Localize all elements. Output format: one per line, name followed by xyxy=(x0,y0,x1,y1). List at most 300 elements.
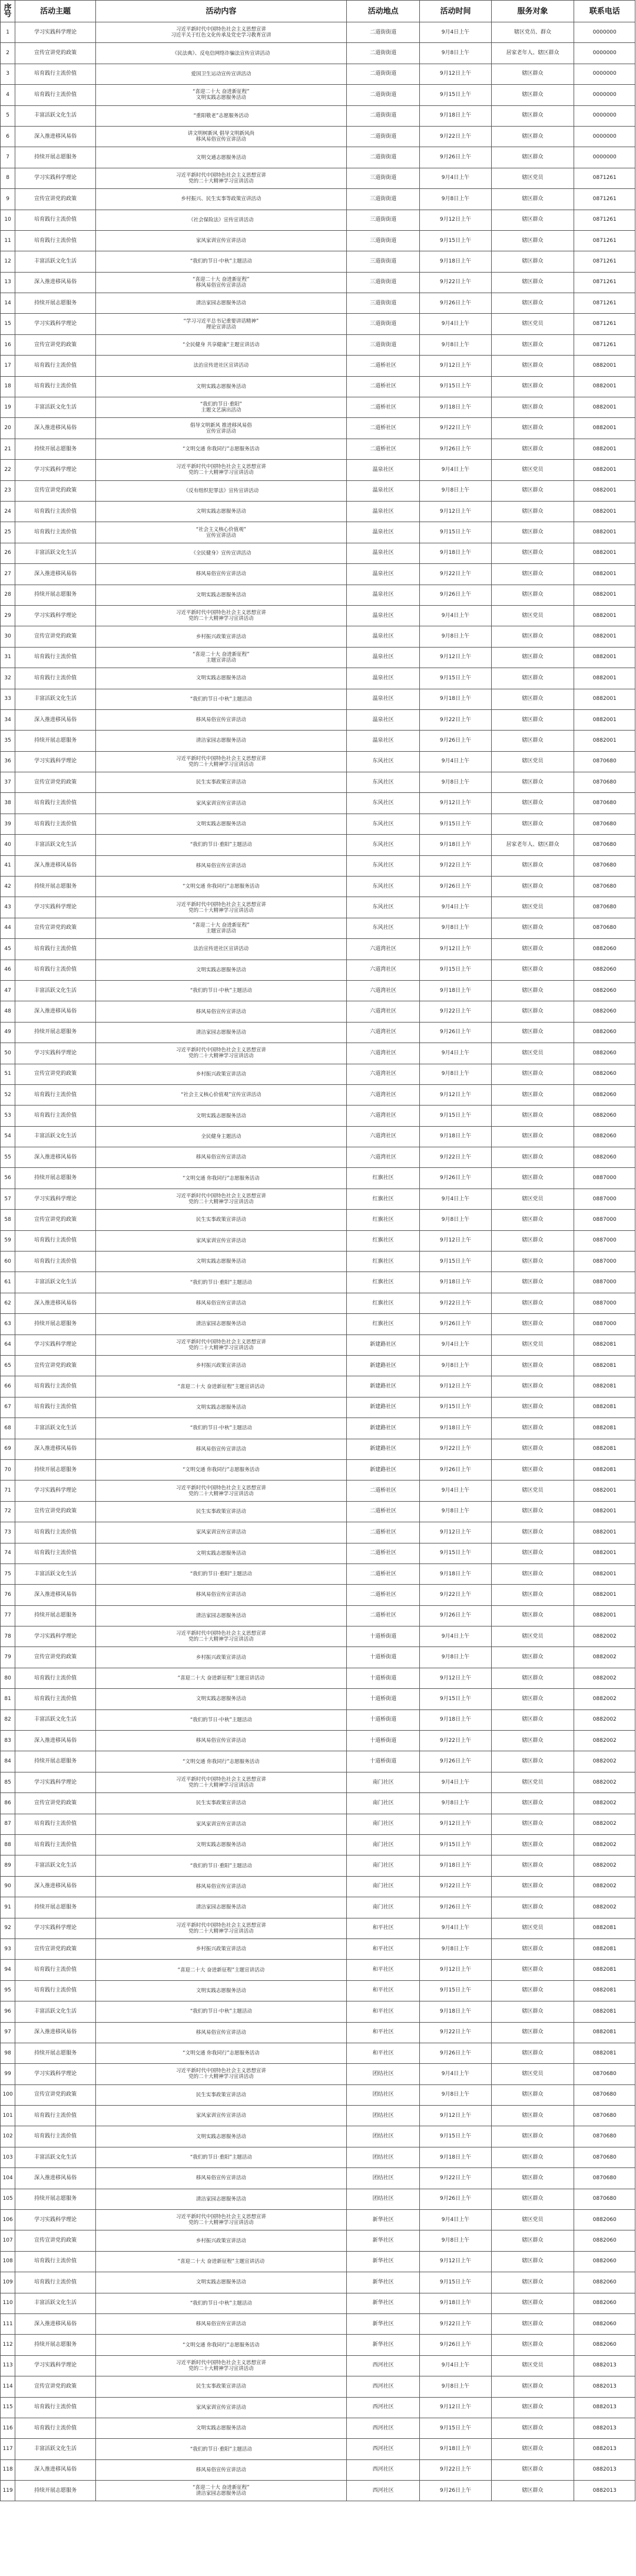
table-row xyxy=(1,522,635,543)
row-theme: 培育践行主流价值 xyxy=(15,1980,96,2001)
row-phone: 0882081 xyxy=(574,1397,635,1418)
row-time: 9月18日上午 xyxy=(420,2439,491,2459)
header-target: 服务对象 xyxy=(491,1,574,22)
row-content: 文明实践志愿服务活动 xyxy=(95,1397,346,1418)
row-target: 辖区党员 xyxy=(491,897,574,918)
row-index: 113 xyxy=(1,2355,15,2376)
row-target: 辖区党员 xyxy=(491,751,574,772)
row-content: 《全民健身》宣传宣讲活动 xyxy=(95,543,346,563)
row-theme: 丰富活跃文化生活 xyxy=(15,1563,96,1584)
row-index: 14 xyxy=(1,293,15,314)
row-index: 58 xyxy=(1,1210,15,1230)
row-content: “我们的节日·中秋”主题活动 xyxy=(95,2293,346,2313)
row-time: 9月26日上午 xyxy=(420,439,491,459)
table-row xyxy=(1,1793,635,1814)
row-place: 二道桥社区 xyxy=(346,418,419,439)
row-index: 41 xyxy=(1,855,15,876)
row-index: 26 xyxy=(1,543,15,563)
row-theme: 深入推进移风易俗 xyxy=(15,2313,96,2334)
row-index: 74 xyxy=(1,1543,15,1563)
row-phone: 0871261 xyxy=(574,334,635,355)
row-index: 67 xyxy=(1,1397,15,1418)
row-phone: 0882060 xyxy=(574,1126,635,1147)
row-index: 95 xyxy=(1,1980,15,2001)
row-content: 乡村振兴政策宣讲活动 xyxy=(95,1647,346,1668)
table-row xyxy=(1,960,635,980)
row-time: 9月15日上午 xyxy=(420,1689,491,1709)
row-content: 移风易俗宣传宣讲活动 xyxy=(95,2459,346,2480)
row-time: 9月18日上午 xyxy=(420,397,491,418)
table-row xyxy=(1,605,635,626)
row-place: 红旗社区 xyxy=(346,1230,419,1251)
row-content: 乡村振兴政策宣讲活动 xyxy=(95,1938,346,1959)
row-time: 9月15日上午 xyxy=(420,668,491,689)
row-content: 乡村振兴政策宣讲活动 xyxy=(95,2230,346,2251)
row-theme: 丰富活跃文化生活 xyxy=(15,105,96,126)
table-row xyxy=(1,64,635,84)
row-theme: 学习实践科学理论 xyxy=(15,2064,96,2084)
table-row xyxy=(1,897,635,918)
row-phone: 0882081 xyxy=(574,1439,635,1459)
row-place: 和平社区 xyxy=(346,1918,419,1938)
row-place: 和平社区 xyxy=(346,2022,419,2043)
row-content: 习近平新时代中国特色社会主义思想宣讲 党的二十大精神学习宣讲活动 xyxy=(95,2210,346,2230)
row-index: 12 xyxy=(1,251,15,272)
row-target: 辖区党员 xyxy=(491,314,574,334)
row-time: 9月8日上午 xyxy=(420,918,491,938)
row-index: 36 xyxy=(1,751,15,772)
row-target: 居家老年人、辖区群众 xyxy=(491,835,574,855)
row-target: 辖区群众 xyxy=(491,210,574,230)
table-row xyxy=(1,439,635,459)
row-content: “学习习近平总书记重要讲话精神” 理论宣讲活动 xyxy=(95,314,346,334)
row-target: 辖区党员 xyxy=(491,1918,574,1938)
row-target: 辖区群众 xyxy=(491,2084,574,2105)
row-place: 新华社区 xyxy=(346,2230,419,2251)
row-phone: 0870680 xyxy=(574,897,635,918)
row-time: 9月22日上午 xyxy=(420,1585,491,1605)
row-phone: 0882002 xyxy=(574,1689,635,1709)
table-row xyxy=(1,22,635,43)
row-theme: 宣传宣讲党的政策 xyxy=(15,480,96,501)
row-place: 南门社区 xyxy=(346,1855,419,1876)
row-theme: 培育践行主流价值 xyxy=(15,2272,96,2293)
row-time: 9月26日上午 xyxy=(420,293,491,314)
row-content: 移风易俗宣传宣讲活动 xyxy=(95,1293,346,1313)
row-content: 习近平新时代中国特色社会主义思想宣讲 党的二十大精神学习宣讲活动 xyxy=(95,751,346,772)
row-time: 9月26日上午 xyxy=(420,2189,491,2209)
row-time: 9月12日上午 xyxy=(420,1230,491,1251)
row-theme: 深入推进移风易俗 xyxy=(15,1147,96,1168)
row-target: 辖区群众 xyxy=(491,1106,574,1126)
table-row xyxy=(1,2272,635,2293)
table-row xyxy=(1,2418,635,2438)
row-index: 105 xyxy=(1,2189,15,2209)
row-target: 辖区群众 xyxy=(491,356,574,376)
row-target: 辖区群众 xyxy=(491,1147,574,1168)
table-row xyxy=(1,1772,635,1792)
row-time: 9月4日上午 xyxy=(420,2064,491,2084)
row-place: 温泉社区 xyxy=(346,501,419,522)
row-time: 9月8日上午 xyxy=(420,1064,491,1084)
row-place: 西河社区 xyxy=(346,2418,419,2438)
table-row xyxy=(1,1439,635,1459)
row-index: 2 xyxy=(1,43,15,64)
row-place: 二道街街道 xyxy=(346,126,419,147)
row-content: 乡村振兴政策宣讲活动 xyxy=(95,1356,346,1376)
table-row xyxy=(1,147,635,168)
row-phone: 0882001 xyxy=(574,397,635,418)
row-phone: 0882081 xyxy=(574,2001,635,2022)
row-time: 9月8日上午 xyxy=(420,2376,491,2397)
row-target: 辖区群众 xyxy=(491,585,574,605)
row-phone: 0870680 xyxy=(574,751,635,772)
row-time: 9月4日上午 xyxy=(420,897,491,918)
row-content: 《社会保险法》宣传宣讲活动 xyxy=(95,210,346,230)
row-phone: 0882001 xyxy=(574,585,635,605)
row-time: 9月22日上午 xyxy=(420,1876,491,1897)
table-row xyxy=(1,168,635,188)
row-phone: 0882081 xyxy=(574,2022,635,2043)
table-row xyxy=(1,230,635,251)
row-target: 辖区群众 xyxy=(491,2459,574,2480)
table-row xyxy=(1,772,635,793)
row-theme: 丰富活跃文化生活 xyxy=(15,689,96,709)
row-place: 新建路社区 xyxy=(346,1356,419,1376)
row-time: 9月26日上午 xyxy=(420,1605,491,1626)
row-theme: 深入推进移风易俗 xyxy=(15,1293,96,1313)
row-time: 9月4日上午 xyxy=(420,460,491,480)
row-index: 94 xyxy=(1,1960,15,1980)
row-index: 30 xyxy=(1,626,15,647)
row-time: 9月8日上午 xyxy=(420,2230,491,2251)
row-theme: 丰富活跃文化生活 xyxy=(15,251,96,272)
row-theme: 培育践行主流价值 xyxy=(15,230,96,251)
row-time: 9月18日上午 xyxy=(420,251,491,272)
row-time: 9月22日上午 xyxy=(420,1293,491,1313)
table-row xyxy=(1,1418,635,1439)
row-target: 辖区群众 xyxy=(491,64,574,84)
row-index: 107 xyxy=(1,2230,15,2251)
row-place: 三道街街道 xyxy=(346,251,419,272)
table-row xyxy=(1,2084,635,2105)
row-time: 9月15日上午 xyxy=(420,1543,491,1563)
row-target: 辖区群众 xyxy=(491,1709,574,1730)
row-theme: 宣传宣讲党的政策 xyxy=(15,1501,96,1522)
row-phone: 0882060 xyxy=(574,939,635,960)
table-row xyxy=(1,126,635,147)
row-time: 9月22日上午 xyxy=(420,1439,491,1459)
row-target: 辖区群众 xyxy=(491,2272,574,2293)
row-target: 辖区群众 xyxy=(491,980,574,1001)
row-theme: 培育践行主流价值 xyxy=(15,501,96,522)
row-target: 辖区群众 xyxy=(491,2168,574,2189)
row-theme: 深入推进移风易俗 xyxy=(15,1439,96,1459)
row-content: 清洁家园志愿服务活动 xyxy=(95,1022,346,1043)
row-time: 9月12日上午 xyxy=(420,647,491,668)
row-time: 9月12日上午 xyxy=(420,501,491,522)
row-index: 72 xyxy=(1,1501,15,1522)
row-theme: 培育践行主流价值 xyxy=(15,356,96,376)
row-phone: 0882060 xyxy=(574,960,635,980)
row-place: 三道街街道 xyxy=(346,168,419,188)
row-index: 83 xyxy=(1,1731,15,1751)
row-place: 六道湾社区 xyxy=(346,1106,419,1126)
row-phone: 0882002 xyxy=(574,1834,635,1855)
row-place: 新华社区 xyxy=(346,2272,419,2293)
row-place: 温泉社区 xyxy=(346,543,419,563)
row-theme: 培育践行主流价值 xyxy=(15,1814,96,1834)
row-place: 新华社区 xyxy=(346,2251,419,2272)
table-row xyxy=(1,314,635,334)
row-place: 南门社区 xyxy=(346,1897,419,1918)
row-time: 9月15日上午 xyxy=(420,960,491,980)
row-target: 辖区群众 xyxy=(491,877,574,897)
row-target: 辖区群众 xyxy=(491,1168,574,1189)
table-row xyxy=(1,1522,635,1543)
row-phone: 0882081 xyxy=(574,1960,635,1980)
row-index: 29 xyxy=(1,605,15,626)
row-time: 9月8日上午 xyxy=(420,1501,491,1522)
row-target: 辖区群众 xyxy=(491,1793,574,1814)
row-theme: 深入推进移风易俗 xyxy=(15,272,96,293)
row-index: 19 xyxy=(1,397,15,418)
row-place: 南门社区 xyxy=(346,1834,419,1855)
row-place: 三道街街道 xyxy=(346,189,419,210)
row-theme: 丰富活跃文化生活 xyxy=(15,1272,96,1293)
row-index: 25 xyxy=(1,522,15,543)
row-place: 团结社区 xyxy=(346,2126,419,2147)
row-phone: 0882081 xyxy=(574,1459,635,1480)
row-place: 三道街街道 xyxy=(346,272,419,293)
row-phone: 0870680 xyxy=(574,814,635,834)
row-place: 三道街街道 xyxy=(346,230,419,251)
row-place: 和平社区 xyxy=(346,1960,419,1980)
row-time: 9月22日上午 xyxy=(420,2459,491,2480)
row-index: 93 xyxy=(1,1938,15,1959)
row-time: 9月15日上午 xyxy=(420,1252,491,1272)
row-phone: 0882013 xyxy=(574,2439,635,2459)
table-row xyxy=(1,855,635,876)
row-phone: 0871261 xyxy=(574,272,635,293)
row-target: 辖区党员 xyxy=(491,2210,574,2230)
row-place: 六道湾社区 xyxy=(346,980,419,1001)
row-place: 二道桥社区 xyxy=(346,1480,419,1501)
row-content: “喜迎二十大 奋进新征程” 主题宣讲活动 xyxy=(95,647,346,668)
row-phone: 0887000 xyxy=(574,1293,635,1313)
row-phone: 0882060 xyxy=(574,1084,635,1105)
row-time: 9月26日上午 xyxy=(420,2335,491,2355)
row-theme: 丰富活跃文化生活 xyxy=(15,397,96,418)
row-index: 81 xyxy=(1,1689,15,1709)
table-row xyxy=(1,1751,635,1772)
row-phone: 0882001 xyxy=(574,647,635,668)
row-place: 十道桥街道 xyxy=(346,1751,419,1772)
row-theme: 学习实践科学理论 xyxy=(15,460,96,480)
row-content: “喜迎二十大 奋进新征程” 移风易俗宣传宣讲活动 xyxy=(95,272,346,293)
row-place: 红旗社区 xyxy=(346,1189,419,1209)
row-target: 辖区群众 xyxy=(491,1980,574,2001)
row-place: 二道桥社区 xyxy=(346,356,419,376)
row-target: 辖区群众 xyxy=(491,501,574,522)
row-time: 9月8日上午 xyxy=(420,1938,491,1959)
table-row xyxy=(1,835,635,855)
row-place: 东风社区 xyxy=(346,877,419,897)
row-time: 9月12日上午 xyxy=(420,1668,491,1688)
row-theme: 培育践行主流价值 xyxy=(15,668,96,689)
row-theme: 宣传宣讲党的政策 xyxy=(15,2084,96,2105)
row-phone: 0000000 xyxy=(574,105,635,126)
row-theme: 学习实践科学理论 xyxy=(15,605,96,626)
row-time: 9月26日上午 xyxy=(420,2043,491,2063)
row-index: 115 xyxy=(1,2397,15,2418)
row-target: 辖区群众 xyxy=(491,2335,574,2355)
row-theme: 学习实践科学理论 xyxy=(15,1772,96,1792)
table-row xyxy=(1,1397,635,1418)
row-phone: 0871261 xyxy=(574,210,635,230)
row-index: 37 xyxy=(1,772,15,793)
row-theme: 持续开展志愿服务 xyxy=(15,1605,96,1626)
row-target: 辖区群众 xyxy=(491,1252,574,1272)
row-index: 8 xyxy=(1,168,15,188)
row-index: 84 xyxy=(1,1751,15,1772)
row-index: 24 xyxy=(1,501,15,522)
row-content: “喜迎二十大 奋进新征程”主题宣讲活动 xyxy=(95,1960,346,1980)
table-row xyxy=(1,1189,635,1209)
row-index: 114 xyxy=(1,2376,15,2397)
row-target: 辖区群众 xyxy=(491,334,574,355)
row-target: 辖区群众 xyxy=(491,543,574,563)
row-target: 辖区群众 xyxy=(491,855,574,876)
row-content: 习近平新时代中国特色社会主义思想宣讲 党的二十大精神学习宣讲活动 xyxy=(95,1918,346,1938)
table-row xyxy=(1,918,635,938)
row-theme: 培育践行主流价值 xyxy=(15,1084,96,1105)
row-theme: 宣传宣讲党的政策 xyxy=(15,1210,96,1230)
row-time: 9月8日上午 xyxy=(420,772,491,793)
row-phone: 0870680 xyxy=(574,2064,635,2084)
row-theme: 学习实践科学理论 xyxy=(15,1189,96,1209)
table-row xyxy=(1,1563,635,1584)
row-time: 9月26日上午 xyxy=(420,877,491,897)
row-index: 16 xyxy=(1,334,15,355)
row-index: 106 xyxy=(1,2210,15,2230)
row-place: 温泉社区 xyxy=(346,668,419,689)
row-time: 9月22日上午 xyxy=(420,2168,491,2189)
row-content: “喜迎二十大 奋进新征程” 主题宣讲活动 xyxy=(95,918,346,938)
row-theme: 深入推进移风易俗 xyxy=(15,1585,96,1605)
row-phone: 0882001 xyxy=(574,376,635,397)
row-index: 87 xyxy=(1,1814,15,1834)
row-time: 9月12日上午 xyxy=(420,2106,491,2126)
row-target: 辖区群众 xyxy=(491,918,574,938)
row-theme: 培育践行主流价值 xyxy=(15,2397,96,2418)
table-row xyxy=(1,418,635,439)
row-index: 101 xyxy=(1,2106,15,2126)
row-target: 辖区群众 xyxy=(491,272,574,293)
row-theme: 深入推进移风易俗 xyxy=(15,1001,96,1022)
row-index: 38 xyxy=(1,793,15,814)
row-time: 9月15日上午 xyxy=(420,522,491,543)
row-time: 9月18日上午 xyxy=(420,2293,491,2313)
row-theme: 持续开展志愿服务 xyxy=(15,1459,96,1480)
row-target: 辖区群众 xyxy=(491,1397,574,1418)
row-place: 红旗社区 xyxy=(346,1210,419,1230)
row-content: 移风易俗宣传宣讲活动 xyxy=(95,1731,346,1751)
row-target: 辖区群众 xyxy=(491,1814,574,1834)
row-content: 文明实践志愿服务活动 xyxy=(95,2126,346,2147)
row-theme: 持续开展志愿服务 xyxy=(15,2481,96,2501)
row-place: 六道湾社区 xyxy=(346,960,419,980)
row-place: 团结社区 xyxy=(346,2106,419,2126)
row-place: 温泉社区 xyxy=(346,626,419,647)
row-phone: 0882060 xyxy=(574,1043,635,1064)
row-theme: 持续开展志愿服务 xyxy=(15,2043,96,2063)
table-row xyxy=(1,376,635,397)
row-place: 东风社区 xyxy=(346,772,419,793)
row-place: 温泉社区 xyxy=(346,709,419,730)
row-phone: 0882001 xyxy=(574,1585,635,1605)
row-index: 39 xyxy=(1,814,15,834)
row-target: 辖区群众 xyxy=(491,2147,574,2167)
row-place: 二道桥社区 xyxy=(346,1563,419,1584)
row-phone: 0882002 xyxy=(574,1647,635,1668)
row-content: 移风易俗宣传宣讲活动 xyxy=(95,709,346,730)
row-place: 十道桥街道 xyxy=(346,1626,419,1647)
row-index: 44 xyxy=(1,918,15,938)
row-target: 辖区群众 xyxy=(491,814,574,834)
table-row xyxy=(1,1585,635,1605)
table-row xyxy=(1,564,635,585)
row-place: 三道街街道 xyxy=(346,334,419,355)
row-index: 7 xyxy=(1,147,15,168)
row-content: 文明实践志愿服务活动 xyxy=(95,2418,346,2438)
row-place: 和平社区 xyxy=(346,2001,419,2022)
row-index: 13 xyxy=(1,272,15,293)
row-theme: 丰富活跃文化生活 xyxy=(15,1418,96,1439)
table-row xyxy=(1,1335,635,1355)
row-content: “文明交通 你我同行”志愿服务活动 xyxy=(95,1168,346,1189)
row-theme: 学习实践科学理论 xyxy=(15,1480,96,1501)
row-target: 辖区群众 xyxy=(491,189,574,210)
row-place: 东风社区 xyxy=(346,897,419,918)
row-phone: 0882060 xyxy=(574,1064,635,1084)
table-row xyxy=(1,1376,635,1397)
table-row xyxy=(1,85,635,105)
row-target: 辖区党员 xyxy=(491,1043,574,1064)
table-row xyxy=(1,2168,635,2189)
row-time: 9月22日上午 xyxy=(420,2313,491,2334)
row-time: 9月4日上午 xyxy=(420,1626,491,1647)
row-place: 三道街街道 xyxy=(346,314,419,334)
row-target: 辖区群众 xyxy=(491,1897,574,1918)
row-phone: 0882002 xyxy=(574,1731,635,1751)
row-theme: 培育践行主流价值 xyxy=(15,1397,96,1418)
row-target: 辖区群众 xyxy=(491,293,574,314)
table-row xyxy=(1,1064,635,1084)
row-target: 辖区群众 xyxy=(491,1585,574,1605)
table-row xyxy=(1,1272,635,1293)
row-phone: 0882001 xyxy=(574,1563,635,1584)
row-phone: 0882001 xyxy=(574,439,635,459)
row-target: 辖区群众 xyxy=(491,793,574,814)
row-place: 南门社区 xyxy=(346,1793,419,1814)
row-content: 《反有组织犯罪法》宣传宣讲活动 xyxy=(95,480,346,501)
row-theme: 宣传宣讲党的政策 xyxy=(15,1647,96,1668)
row-place: 新华社区 xyxy=(346,2313,419,2334)
row-phone: 0882001 xyxy=(574,522,635,543)
row-phone: 0882001 xyxy=(574,1543,635,1563)
row-theme: 学习实践科学理论 xyxy=(15,1335,96,1355)
